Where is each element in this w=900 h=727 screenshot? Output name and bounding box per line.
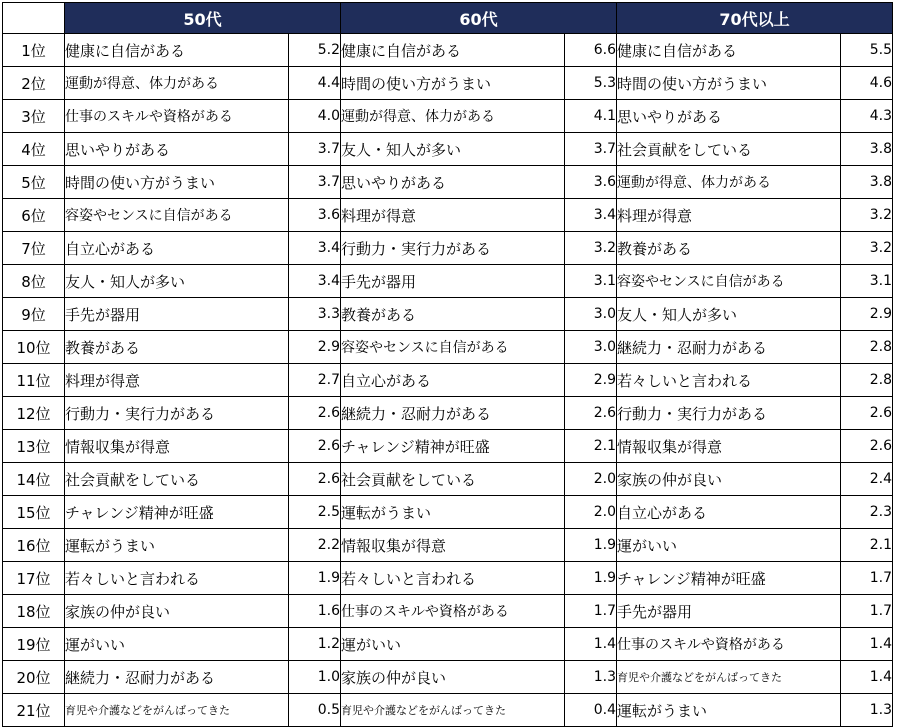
- value-cell: 1.3: [841, 694, 893, 727]
- item-cell: 思いやりがある: [617, 100, 841, 133]
- item-cell: 行動力・実行力がある: [617, 397, 841, 430]
- value-cell: 3.2: [565, 232, 617, 265]
- item-cell: 手先が器用: [65, 298, 289, 331]
- value-cell: 4.6: [841, 67, 893, 100]
- table-row: [3, 199, 893, 232]
- value-cell: 5.3: [565, 67, 617, 100]
- rank-cell: 5位: [3, 166, 65, 199]
- value-cell: 3.4: [565, 199, 617, 232]
- value-cell: 1.9: [289, 562, 341, 595]
- value-cell: 1.9: [565, 562, 617, 595]
- item-cell: 家族の仲が良い: [341, 661, 565, 694]
- item-cell: 友人・知人が多い: [341, 133, 565, 166]
- value-cell: 1.4: [565, 628, 617, 661]
- item-cell: 教養がある: [341, 298, 565, 331]
- item-cell: 仕事のスキルや資格がある: [617, 628, 841, 661]
- value-cell: 3.4: [289, 232, 341, 265]
- item-cell: 社会貢献をしている: [341, 463, 565, 496]
- value-cell: 2.6: [289, 430, 341, 463]
- item-cell: 若々しいと言われる: [341, 562, 565, 595]
- rank-cell: 12位: [3, 397, 65, 430]
- value-cell: 2.1: [841, 529, 893, 562]
- rank-cell: 11位: [3, 364, 65, 397]
- item-cell: 運転がうまい: [341, 496, 565, 529]
- item-cell: 運転がうまい: [65, 529, 289, 562]
- item-cell: 健康に自信がある: [65, 34, 289, 67]
- value-cell: 1.7: [841, 562, 893, 595]
- table-row: [3, 133, 893, 166]
- table-row: [3, 694, 893, 727]
- item-cell: 情報収集が得意: [65, 430, 289, 463]
- value-cell: 2.6: [289, 397, 341, 430]
- value-cell: 2.4: [841, 463, 893, 496]
- value-cell: 3.0: [565, 331, 617, 364]
- rank-cell: 7位: [3, 232, 65, 265]
- item-cell: 容姿やセンスに自信がある: [617, 265, 841, 298]
- table-row: [3, 529, 893, 562]
- item-cell: 自立心がある: [617, 496, 841, 529]
- table-row: [3, 595, 893, 628]
- value-cell: 4.1: [565, 100, 617, 133]
- value-cell: 3.6: [565, 166, 617, 199]
- item-cell: 継続力・忍耐力がある: [341, 397, 565, 430]
- item-cell: 時間の使い方がうまい: [341, 67, 565, 100]
- item-cell: 育児や介護などをがんばってきた: [65, 694, 289, 727]
- value-cell: 2.6: [565, 397, 617, 430]
- value-cell: 3.7: [289, 133, 341, 166]
- rank-cell: 18位: [3, 595, 65, 628]
- value-cell: 3.3: [289, 298, 341, 331]
- item-cell: 容姿やセンスに自信がある: [65, 199, 289, 232]
- rank-cell: 8位: [3, 265, 65, 298]
- item-cell: 自立心がある: [341, 364, 565, 397]
- item-cell: 行動力・実行力がある: [65, 397, 289, 430]
- rank-cell: 1位: [3, 34, 65, 67]
- value-cell: 2.8: [841, 331, 893, 364]
- value-cell: 1.9: [565, 529, 617, 562]
- value-cell: 1.7: [565, 595, 617, 628]
- item-cell: 教養がある: [617, 232, 841, 265]
- item-cell: 健康に自信がある: [341, 34, 565, 67]
- value-cell: 2.8: [841, 364, 893, 397]
- value-cell: 3.0: [565, 298, 617, 331]
- rank-cell: 4位: [3, 133, 65, 166]
- item-cell: 思いやりがある: [65, 133, 289, 166]
- item-cell: 料理が得意: [341, 199, 565, 232]
- item-cell: 仕事のスキルや資格がある: [341, 595, 565, 628]
- item-cell: 自立心がある: [65, 232, 289, 265]
- table-row: [3, 628, 893, 661]
- item-cell: 育児や介護などをがんばってきた: [617, 661, 841, 694]
- value-cell: 0.4: [565, 694, 617, 727]
- table-row: [3, 67, 893, 100]
- rank-cell: 15位: [3, 496, 65, 529]
- item-cell: チャレンジ精神が旺盛: [65, 496, 289, 529]
- item-cell: 若々しいと言われる: [617, 364, 841, 397]
- item-cell: 仕事のスキルや資格がある: [65, 100, 289, 133]
- item-cell: 行動力・実行力がある: [341, 232, 565, 265]
- item-cell: 手先が器用: [617, 595, 841, 628]
- value-cell: 3.8: [841, 133, 893, 166]
- value-cell: 4.0: [289, 100, 341, 133]
- value-cell: 3.2: [841, 199, 893, 232]
- item-cell: 情報収集が得意: [617, 430, 841, 463]
- item-cell: チャレンジ精神が旺盛: [341, 430, 565, 463]
- table-row: [3, 34, 893, 67]
- item-cell: 家族の仲が良い: [617, 463, 841, 496]
- item-cell: 手先が器用: [341, 265, 565, 298]
- value-cell: 3.4: [289, 265, 341, 298]
- value-cell: 3.7: [289, 166, 341, 199]
- value-cell: 2.0: [565, 463, 617, 496]
- item-cell: 育児や介護などをがんばってきた: [341, 694, 565, 727]
- item-cell: 運がいい: [341, 628, 565, 661]
- item-cell: 容姿やセンスに自信がある: [341, 331, 565, 364]
- value-cell: 1.2: [289, 628, 341, 661]
- table-body: [3, 34, 893, 727]
- value-cell: 1.0: [289, 661, 341, 694]
- item-cell: 社会貢献をしている: [617, 133, 841, 166]
- item-cell: 継続力・忍耐力がある: [617, 331, 841, 364]
- table-row: [3, 496, 893, 529]
- value-cell: 2.6: [841, 430, 893, 463]
- value-cell: 1.6: [289, 595, 341, 628]
- value-cell: 3.6: [289, 199, 341, 232]
- value-cell: 2.9: [841, 298, 893, 331]
- table-row: [3, 463, 893, 496]
- item-cell: 運動が得意、体力がある: [65, 67, 289, 100]
- value-cell: 2.9: [289, 331, 341, 364]
- header-60s: 60代: [341, 3, 617, 34]
- value-cell: 3.8: [841, 166, 893, 199]
- rank-cell: 13位: [3, 430, 65, 463]
- rank-cell: 19位: [3, 628, 65, 661]
- item-cell: 家族の仲が良い: [65, 595, 289, 628]
- table-row: [3, 661, 893, 694]
- header-70s-plus: 70代以上: [617, 3, 893, 34]
- table-row: [3, 232, 893, 265]
- item-cell: 運動が得意、体力がある: [617, 166, 841, 199]
- table-row: [3, 430, 893, 463]
- value-cell: 3.2: [841, 232, 893, 265]
- rank-cell: 20位: [3, 661, 65, 694]
- value-cell: 1.4: [841, 661, 893, 694]
- value-cell: 1.3: [565, 661, 617, 694]
- table-row: [3, 397, 893, 430]
- value-cell: 3.1: [841, 265, 893, 298]
- rank-cell: 14位: [3, 463, 65, 496]
- value-cell: 3.7: [565, 133, 617, 166]
- item-cell: 教養がある: [65, 331, 289, 364]
- value-cell: 2.5: [289, 496, 341, 529]
- value-cell: 4.4: [289, 67, 341, 100]
- value-cell: 5.5: [841, 34, 893, 67]
- item-cell: 料理が得意: [617, 199, 841, 232]
- value-cell: 5.2: [289, 34, 341, 67]
- rank-cell: 10位: [3, 331, 65, 364]
- value-cell: 1.4: [841, 628, 893, 661]
- rank-cell: 16位: [3, 529, 65, 562]
- table-row: [3, 562, 893, 595]
- rank-cell: 9位: [3, 298, 65, 331]
- value-cell: 3.1: [565, 265, 617, 298]
- item-cell: 健康に自信がある: [617, 34, 841, 67]
- value-cell: 4.3: [841, 100, 893, 133]
- value-cell: 2.9: [565, 364, 617, 397]
- item-cell: 若々しいと言われる: [65, 562, 289, 595]
- item-cell: 情報収集が得意: [341, 529, 565, 562]
- item-cell: 継続力・忍耐力がある: [65, 661, 289, 694]
- rank-cell: 2位: [3, 67, 65, 100]
- value-cell: 2.7: [289, 364, 341, 397]
- value-cell: 2.3: [841, 496, 893, 529]
- item-cell: チャレンジ精神が旺盛: [617, 562, 841, 595]
- value-cell: 2.1: [565, 430, 617, 463]
- item-cell: 運がいい: [65, 628, 289, 661]
- table-row: [3, 298, 893, 331]
- header-50s: 50代: [65, 3, 341, 34]
- item-cell: 時間の使い方がうまい: [617, 67, 841, 100]
- item-cell: 運がいい: [617, 529, 841, 562]
- value-cell: 2.2: [289, 529, 341, 562]
- table-row: [3, 331, 893, 364]
- value-cell: 0.5: [289, 694, 341, 727]
- item-cell: 友人・知人が多い: [65, 265, 289, 298]
- value-cell: 2.0: [565, 496, 617, 529]
- corner-cell: [3, 3, 65, 34]
- item-cell: 料理が得意: [65, 364, 289, 397]
- item-cell: 思いやりがある: [341, 166, 565, 199]
- ranking-table: [2, 2, 893, 727]
- value-cell: 2.6: [841, 397, 893, 430]
- item-cell: 運転がうまい: [617, 694, 841, 727]
- value-cell: 1.7: [841, 595, 893, 628]
- item-cell: 時間の使い方がうまい: [65, 166, 289, 199]
- rank-cell: 21位: [3, 694, 65, 727]
- table-row: [3, 364, 893, 397]
- table-row: [3, 265, 893, 298]
- rank-cell: 17位: [3, 562, 65, 595]
- item-cell: 友人・知人が多い: [617, 298, 841, 331]
- table-row: [3, 166, 893, 199]
- table-row: [3, 100, 893, 133]
- item-cell: 運動が得意、体力がある: [341, 100, 565, 133]
- header-row: [3, 3, 893, 34]
- value-cell: 6.6: [565, 34, 617, 67]
- item-cell: 社会貢献をしている: [65, 463, 289, 496]
- value-cell: 2.6: [289, 463, 341, 496]
- rank-cell: 6位: [3, 199, 65, 232]
- rank-cell: 3位: [3, 100, 65, 133]
